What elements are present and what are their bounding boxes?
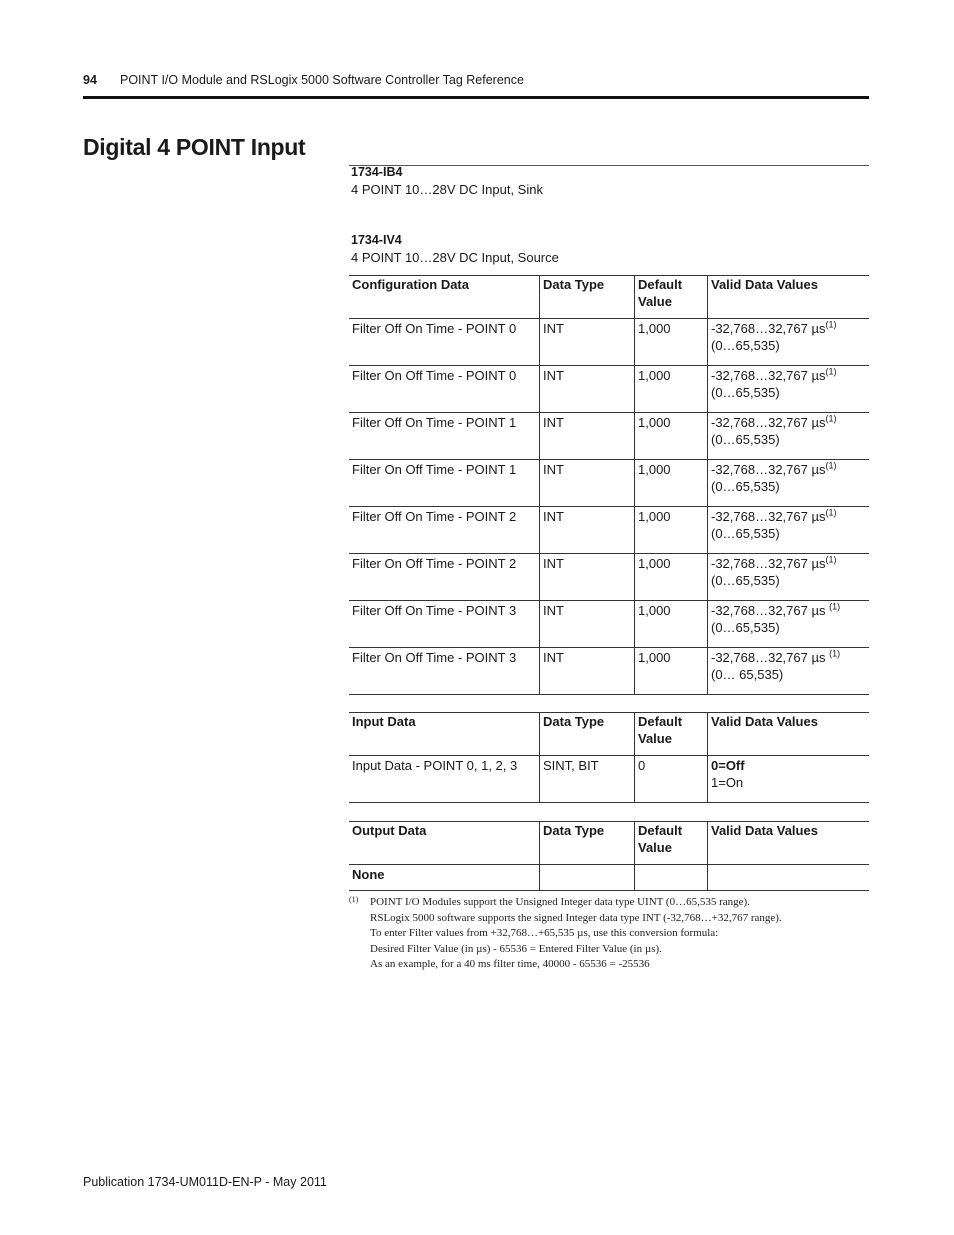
catalog-number: 1734-IB4 <box>351 165 403 179</box>
cell-default: 1,000 <box>635 507 708 554</box>
header-rule <box>83 96 869 99</box>
footnote-ref: (1) <box>829 648 841 659</box>
range-text: -32,768…32,767 µs <box>711 321 826 336</box>
table-row <box>349 319 869 366</box>
cell-values <box>708 507 870 554</box>
page-number: 94 <box>83 73 97 87</box>
range-text: -32,768…32,767 µs <box>711 650 830 665</box>
publication-footer: Publication 1734-UM011D-EN-P - May 2011 <box>83 1175 327 1189</box>
cell-name: Input Data - POINT 0, 1, 2, 3 <box>352 758 518 773</box>
table-row <box>349 366 869 413</box>
col-header: Valid Data Values <box>708 822 870 865</box>
range-text: -32,768…32,767 µs <box>711 509 826 524</box>
cell-values <box>708 554 870 601</box>
cell-type: INT <box>540 413 635 460</box>
footnote-marker: (1) <box>349 895 359 904</box>
table-header-row <box>349 713 869 756</box>
catalog-number: 1734-IV4 <box>351 233 402 247</box>
footnote-line: RSLogix 5000 software supports the signed Integer data type INT (-32,768…+32,767 range). <box>370 911 782 924</box>
range-text: -32,768…32,767 µs <box>711 556 826 571</box>
unsigned-range: (0…65,535) <box>711 385 780 400</box>
table-row <box>349 756 869 803</box>
cell-name: Filter Off On Time - POINT 2 <box>352 509 517 524</box>
footnote-ref: (1) <box>825 507 837 518</box>
footnote-ref: (1) <box>825 319 837 330</box>
cell-default: 1,000 <box>635 413 708 460</box>
table-row <box>349 507 869 554</box>
col-header: Valid Data Values <box>708 713 870 756</box>
footnote-ref: (1) <box>825 366 837 377</box>
col-header: Input Data <box>352 714 416 729</box>
range-text: -32,768…32,767 µs <box>711 462 826 477</box>
cell-values <box>708 319 870 366</box>
unsigned-range: (0…65,535) <box>711 432 780 447</box>
table-row <box>349 865 869 891</box>
col-header: Output Data <box>352 823 427 838</box>
col-header: Default Value <box>635 276 708 319</box>
cell-type: INT <box>540 601 635 648</box>
footnote <box>349 895 869 973</box>
unsigned-range: (0… 65,535) <box>711 667 784 682</box>
cell-values <box>708 601 870 648</box>
cell-values <box>708 460 870 507</box>
cell-name: Filter Off On Time - POINT 0 <box>352 321 517 336</box>
cell-default: 1,000 <box>635 554 708 601</box>
cell-default: 1,000 <box>635 601 708 648</box>
catalog-description: 4 POINT 10…28V DC Input, Source <box>351 250 559 265</box>
configuration-table <box>349 275 869 695</box>
cell-type: INT <box>540 648 635 695</box>
table-header-row <box>349 276 869 319</box>
cell-values <box>708 366 870 413</box>
cell-default: 1,000 <box>635 366 708 413</box>
range-text: -32,768…32,767 µs <box>711 415 826 430</box>
cell-type: INT <box>540 366 635 413</box>
cell-values <box>708 648 870 695</box>
footnote-line: POINT I/O Modules support the Unsigned Integer data type UINT (0…65,535 range). <box>370 896 750 908</box>
col-header: Default Value <box>635 822 708 865</box>
cell-type: SINT, BIT <box>540 756 635 803</box>
footnote-ref: (1) <box>825 413 837 424</box>
input-data-table <box>349 712 869 803</box>
section-title: Digital 4 POINT Input <box>83 134 306 160</box>
output-data-table <box>349 821 869 891</box>
value-on: 1=On <box>711 775 744 790</box>
cell-type: INT <box>540 507 635 554</box>
catalog-description: 4 POINT 10…28V DC Input, Sink <box>351 182 543 197</box>
col-header: Data Type <box>540 713 635 756</box>
footnote-ref: (1) <box>825 554 837 565</box>
cell-type: INT <box>540 554 635 601</box>
value-off: 0=Off <box>711 758 745 773</box>
cell-values <box>708 865 870 891</box>
table-row <box>349 413 869 460</box>
cell-values <box>708 756 870 803</box>
cell-type: INT <box>540 319 635 366</box>
range-text: -32,768…32,767 µs <box>711 603 830 618</box>
cell-name: Filter Off On Time - POINT 1 <box>352 415 517 430</box>
footnote-ref: (1) <box>829 601 841 612</box>
col-header: Configuration Data <box>352 277 469 292</box>
cell-name: Filter On Off Time - POINT 3 <box>352 650 517 665</box>
running-header-title: POINT I/O Module and RSLogix 5000 Software Controller Tag Reference <box>120 73 524 87</box>
unsigned-range: (0…65,535) <box>711 620 780 635</box>
cell-name: Filter Off On Time - POINT 3 <box>352 603 517 618</box>
table-row <box>349 554 869 601</box>
table-row <box>349 601 869 648</box>
cell-name: Filter On Off Time - POINT 2 <box>352 556 517 571</box>
col-header: Data Type <box>540 822 635 865</box>
unsigned-range: (0…65,535) <box>711 338 780 353</box>
cell-default: 1,000 <box>635 460 708 507</box>
footnote-line: Desired Filter Value (in µs) - 65536 = Entered Filter Value (in µs). <box>370 942 662 955</box>
col-header: Valid Data Values <box>708 276 870 319</box>
cell-type: INT <box>540 460 635 507</box>
cell-name: None <box>352 867 385 882</box>
table-header-row <box>349 822 869 865</box>
unsigned-range: (0…65,535) <box>711 479 780 494</box>
cell-default: 1,000 <box>635 648 708 695</box>
cell-name: Filter On Off Time - POINT 1 <box>352 462 517 477</box>
unsigned-range: (0…65,535) <box>711 526 780 541</box>
range-text: -32,768…32,767 µs <box>711 368 826 383</box>
footnote-line: As an example, for a 40 ms filter time, 40000 - 65536 = -25536 <box>370 958 650 970</box>
cell-default: 0 <box>635 756 708 803</box>
footnote-line: To enter Filter values from +32,768…+65,535 µs, use this conversion formula: <box>370 927 719 939</box>
table-row <box>349 460 869 507</box>
col-header: Default Value <box>635 713 708 756</box>
col-header: Data Type <box>540 276 635 319</box>
cell-default: 1,000 <box>635 319 708 366</box>
cell-values <box>708 413 870 460</box>
cell-type <box>540 865 635 891</box>
cell-name: Filter On Off Time - POINT 0 <box>352 368 517 383</box>
footnote-ref: (1) <box>825 460 837 471</box>
table-row <box>349 648 869 695</box>
catalog-rule <box>349 165 869 166</box>
unsigned-range: (0…65,535) <box>711 573 780 588</box>
cell-default <box>635 865 708 891</box>
